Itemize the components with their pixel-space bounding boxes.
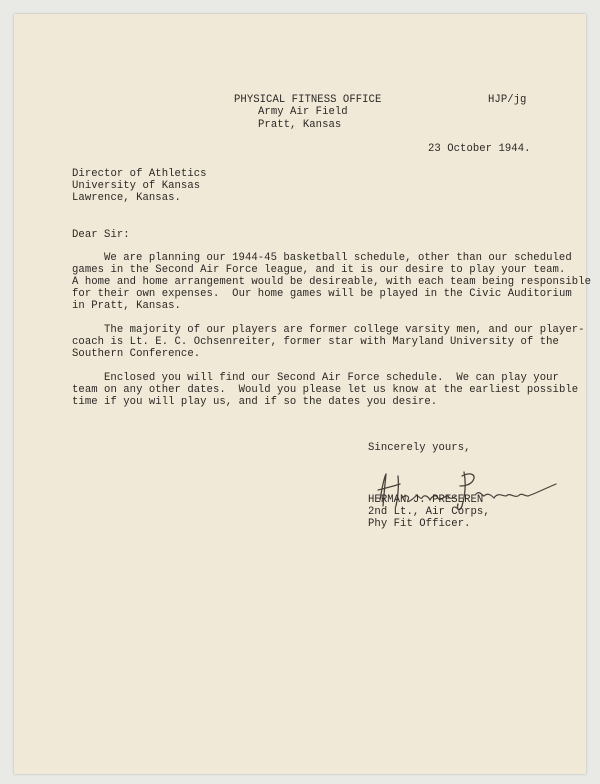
field-name: Army Air Field [258, 106, 348, 118]
paragraph-1-line: in Pratt, Kansas. [72, 300, 181, 312]
paragraph-2-line: Southern Conference. [72, 348, 201, 360]
letter-date: 23 October 1944. [428, 143, 531, 155]
reference-initials: HJP/jg [488, 94, 527, 106]
salutation: Dear Sir: [72, 229, 130, 241]
signer-rank: 2nd Lt., Air Corps, [368, 506, 490, 518]
recipient-line-1: Director of Athletics [72, 168, 207, 180]
recipient-line-2: University of Kansas [72, 180, 201, 192]
paragraph-1-line: We are planning our 1944-45 basketball schedule, other than our scheduled [104, 252, 572, 264]
paragraph-2-line: The majority of our players are former college varsity men, and our player- [104, 324, 585, 336]
recipient-line-3: Lawrence, Kansas. [72, 192, 181, 204]
paragraph-1-line: A home and home arrangement would be desireable, with each team being responsible [72, 276, 591, 288]
paragraph-3-line: team on any other dates. Would you please let us know at the earliest possible [72, 384, 579, 396]
letter-sheet [14, 14, 591, 774]
paragraph-3-line: Enclosed you will find our Second Air Force schedule. We can play your [104, 372, 559, 384]
paragraph-3-line: time if you will play us, and if so the dates you desire. [72, 396, 438, 408]
paragraph-1-line: for their own expenses. Our home games will be played in the Civic Auditorium [72, 288, 572, 300]
signer-name: HERMAN J. PRESEREN [368, 494, 484, 506]
field-location: Pratt, Kansas [258, 119, 342, 131]
office-heading: PHYSICAL FITNESS OFFICE [234, 94, 382, 106]
complimentary-close: Sincerely yours, [368, 442, 471, 454]
paragraph-2-line: coach is Lt. E. C. Ochsenreiter, former star with Maryland University of the [72, 336, 559, 348]
signer-title: Phy Fit Officer. [368, 518, 471, 530]
paragraph-1-line: games in the Second Air Force league, and it is our desire to play your team. [72, 264, 566, 276]
